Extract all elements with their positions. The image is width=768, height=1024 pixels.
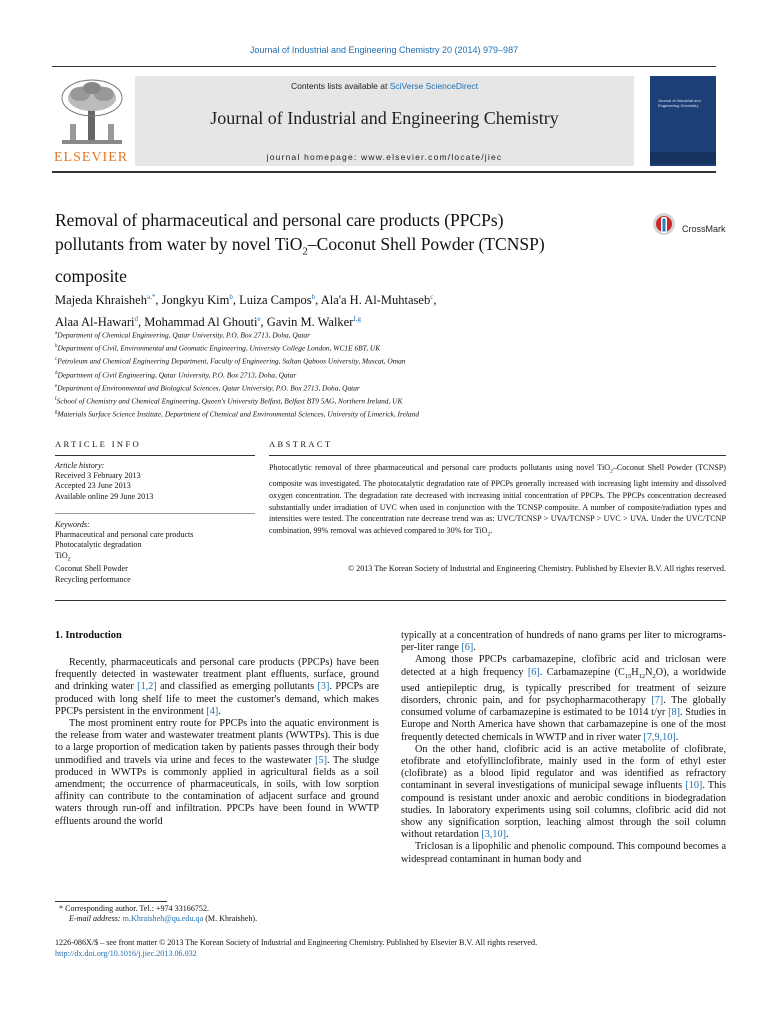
- keyword: Pharmaceutical and personal care products: [55, 530, 194, 540]
- keyword: Recycling performance: [55, 574, 131, 584]
- header-banner: [135, 76, 634, 166]
- formula-subscript: 15: [624, 672, 632, 680]
- affiliation-text: Department of Chemical Engineering, Qatar University, P.O. Box 2713, Doha, Qatar: [57, 330, 310, 340]
- section-heading-introduction: 1. Introduction: [55, 630, 122, 641]
- author-name: Majeda Khraisheh: [55, 293, 147, 308]
- paragraph: [55, 718, 379, 828]
- affiliation: [55, 341, 655, 354]
- body-text: Among those PPCPs carbamazepine, clofibric acid and triclosan were detected at a high frequency: [401, 654, 726, 678]
- paragraph: [401, 744, 726, 842]
- abstract-text: [269, 462, 726, 541]
- paragraph: Triclosan is a lipophilic and phenolic compound. This compound becomes a widespread contaminant in human body and: [401, 841, 726, 865]
- author-name: Gavin M. Walker: [266, 315, 354, 330]
- author-list: [55, 288, 615, 332]
- body-text: .: [473, 642, 476, 654]
- paragraph: [401, 630, 726, 654]
- online-date: Available online 29 June 2013: [55, 491, 154, 501]
- body-text: H: [631, 666, 639, 678]
- abstract-subscript: 2: [487, 531, 491, 538]
- body-text: N: [645, 666, 653, 678]
- affiliation: [55, 407, 655, 420]
- keyword-subscript: 2: [67, 556, 71, 563]
- citation-link[interactable]: [8]: [668, 707, 680, 719]
- abstract-text-part: –Coconut Shell Powder (TCNSP) composite was investigated. The photocatalytic degradation rate of PPCPs generally increased with increasing light intensity and dissolved oxygen concentration. The degradation rate decreased with increasing initial concentration of PPCPs. The PPCPs concentration decreased substantially under irradiation of UVC when used in conjunction with the TCNSP composite. A number of composite/radiation types and intensities were tested. The concentration rate decrease trend was as: UVC/TCNSP > UVA/TCNSP > UVC > UVA. Under the UVC/TCNP combination, 99% removal was achieved compared to 30% for TiO: [269, 463, 726, 536]
- body-text: The most prominent entry route for PPCPs into the aquatic environment is the release from water and wastewater treatment plants (WWTPs). This is due to a large proportion of medication taken by patients passes through their body unmodified and travels via urine and feces to the wastewater: [55, 718, 379, 766]
- cover-band: [650, 152, 716, 164]
- citation-link[interactable]: [3]: [317, 681, 330, 693]
- journal-reference[interactable]: Journal of Industrial and Engineering Chemistry 20 (2014) 979–987: [249, 45, 519, 55]
- affiliation: [55, 354, 655, 367]
- author-name: Mohammad Al Ghouti: [144, 315, 258, 330]
- keywords-label: Keywords:: [55, 520, 90, 529]
- doi-link[interactable]: http://dx.doi.org/10.1016/j.jiec.2013.06.032: [55, 949, 197, 958]
- journal-homepage[interactable]: journal homepage: www.elsevier.com/locate/jiec: [266, 152, 503, 162]
- body-text: On the other hand, clofibric acid is an active metabolite of clofibrate, etofibrate and etofyllinclofibrate, mainly used in the form of ethyl ester (clofibrate) as a blood lipid regulator and was identified as refractory contaminant in several investigations of municipal sewage influents: [401, 743, 726, 792]
- citation-link[interactable]: [4]: [206, 705, 219, 717]
- affiliation-text: Department of Civil Engineering, Qatar University, P.O. Box 2713, Doha, Qatar: [57, 369, 297, 379]
- article-info-heading: ARTICLE INFO: [55, 439, 142, 449]
- author-separator: ,: [155, 293, 162, 308]
- tree-icon: [52, 76, 132, 148]
- author-affiliation-marker[interactable]: b: [229, 293, 233, 301]
- title-line-1: Removal of pharmaceutical and personal care products (PPCPs): [55, 210, 504, 230]
- article-title: [55, 208, 645, 288]
- crossmark-label[interactable]: CrossMark: [682, 224, 726, 234]
- citation-link[interactable]: [5]: [315, 754, 327, 766]
- top-rule: [52, 66, 716, 67]
- affiliation-marker: g: [55, 410, 58, 416]
- citation-link[interactable]: [6]: [527, 666, 540, 678]
- author-affiliation-marker[interactable]: f,g: [353, 315, 361, 324]
- journal-cover: [650, 76, 716, 166]
- title-line-3: composite: [55, 265, 127, 286]
- affiliation: [55, 368, 655, 381]
- paragraph: [401, 654, 726, 743]
- author-name: Ala'a H. Al-Muhtaseb: [320, 293, 431, 308]
- abstract-subscript: 2: [610, 468, 613, 475]
- body-text: Recently, pharmaceuticals and personal care products (PPCPs) have been frequently detected in wastewater treatment plant effluents, surface, ground and drinking water: [55, 657, 379, 693]
- body-text: . Carbamazepine (C: [539, 666, 625, 678]
- abstract-text-part: Photocatlytic removal of three pharmaceutical and personal care products pollutants using novel TiO: [269, 463, 611, 472]
- title-line-2: [55, 232, 645, 264]
- paragraph: [55, 657, 379, 718]
- author-separator: ,: [232, 293, 240, 308]
- elsevier-tree-logo: [52, 76, 132, 166]
- journal-header: [52, 76, 716, 168]
- author-name: Jongkyu Kim: [161, 293, 230, 308]
- email-line: [55, 914, 385, 924]
- author-separator: ,: [260, 315, 267, 330]
- citation-link[interactable]: [1,2]: [137, 681, 157, 693]
- corresponding-author-footnote: [55, 904, 385, 925]
- affiliation-list: [55, 328, 655, 420]
- affiliation: [55, 394, 655, 407]
- abstract-bottom-rule: [55, 600, 726, 601]
- body-text: and classified as emerging pollutants: [156, 681, 318, 693]
- body-left-column: [55, 657, 379, 828]
- author-affiliation-marker[interactable]: e: [257, 315, 261, 324]
- cover-title: Journal of Industrial and Engineering Chemistry: [658, 98, 701, 108]
- author-separator: ,: [137, 315, 145, 330]
- article-history: [55, 461, 265, 502]
- author-name: Alaa Al-Hawari: [55, 315, 135, 330]
- author-affiliation-marker[interactable]: b: [311, 293, 316, 301]
- author-name: Luiza Campos: [239, 293, 312, 308]
- affiliation-text: School of Chemistry and Chemical Engineering, Queen's University Belfast, Belfast BT9 5AG, Northern Ireland, UK: [56, 396, 403, 406]
- affiliation-marker: b: [55, 344, 58, 350]
- abstract-rule: [269, 455, 726, 456]
- abstract-copyright: © 2013 The Korean Society of Industrial and Engineering Chemistry. Published by Elsevier B.V. All rights reserved.: [347, 564, 726, 573]
- affiliation-marker: d: [55, 370, 58, 376]
- author-affiliation-marker[interactable]: c: [430, 293, 434, 301]
- author-separator: ,: [433, 293, 437, 308]
- affiliation: [55, 381, 655, 394]
- body-text: . The sludge produced in WWTPs is commonly applied in agricultural fields as a soil amendment; the occurrence of pharmaceuticals, in soils, with low sorption affinity can contribute to the contamination of adjacent surface and ground waters through run-off and infiltration. PPCPs have been found in WWTP effluents around the world: [55, 754, 379, 827]
- formula-subscript: 12: [638, 672, 646, 680]
- body-text: . Studies in Europe and North America have shown that carbamazepine is one of the most frequently detected chemicals in WWTP and in river water: [401, 707, 726, 743]
- keyword-text: TiO: [55, 550, 68, 560]
- affiliation-marker: f: [55, 396, 57, 402]
- title-text: –Coconut Shell Powder (TCNSP): [307, 234, 545, 254]
- article-info-rule: [55, 455, 255, 456]
- accepted-date: Accepted 23 June 2013: [55, 481, 131, 491]
- email-owner: (M. Khraisheh).: [203, 914, 258, 924]
- affiliation: [55, 328, 655, 341]
- abstract-text-part: .: [490, 526, 493, 536]
- formula-subscript: 2: [652, 672, 656, 680]
- contents-line: [135, 81, 634, 91]
- page-footer: [55, 937, 715, 959]
- email-link[interactable]: m.Khraisheh@qu.edu.qa: [122, 914, 204, 924]
- publisher-name: ELSEVIER: [54, 150, 129, 165]
- keyword: [55, 551, 265, 565]
- sciencedirect-link[interactable]: SciVerse ScienceDirect: [389, 81, 479, 91]
- corresponding-line: * Corresponding author. Tel.: +974 33166752.: [55, 904, 210, 913]
- keyword: Photocatalytic degradation: [55, 540, 142, 550]
- header-rule: [52, 171, 716, 173]
- footnote-rule: [55, 901, 167, 902]
- body-text: . PPCPs are produced with long shelf life to meet the customer's demand, which makes PPCPs persistent in the environment: [55, 681, 379, 717]
- abstract-heading: ABSTRACT: [269, 439, 333, 449]
- affiliation-text: Department of Civil, Environmental and Geomatic Engineering, University College London, WC1E 6BT, UK: [57, 343, 381, 353]
- history-label: Article history:: [55, 461, 105, 470]
- keyword: Coconut Shell Powder: [55, 564, 128, 574]
- citation-link[interactable]: [10]: [685, 780, 703, 792]
- contents-prefix: Contents lists available at: [290, 81, 390, 91]
- author-separator: ,: [315, 293, 321, 308]
- body-text: . This compound is resistant under anoxic and aerobic conditions in biodegradation studies. In laboratory experiments using soil columns, clofibric acid did not show any signification sorption, leaching almost through the soil column without retardation: [401, 780, 727, 841]
- author-affiliation-marker[interactable]: a,*: [146, 293, 156, 301]
- body-text: . The globally consumed volume of carbamazepine is estimated to be 1014 t/yr: [401, 695, 726, 719]
- body-text: .: [675, 731, 679, 743]
- citation-link[interactable]: [6]: [461, 642, 474, 654]
- keywords-rule: [55, 513, 255, 514]
- journal-title: Journal of Industrial and Engineering Chemistry: [210, 108, 559, 128]
- crossmark-icon[interactable]: [652, 212, 676, 236]
- citation-link[interactable]: [7]: [651, 695, 664, 707]
- citation-link[interactable]: [3,10]: [481, 829, 506, 841]
- body-text: .: [218, 705, 221, 717]
- body-text: O), a worldwide used antiepileptic drug, is typically prescribed for treatment of seizure disorders, chronic pain, and for psychopharmacotherapy: [401, 666, 726, 707]
- affiliation-marker: e: [55, 383, 58, 389]
- title-text: pollutants from water by novel TiO: [55, 234, 303, 254]
- received-date: Received 3 February 2013: [55, 471, 141, 481]
- keywords: [55, 520, 265, 585]
- corresponding-text: Corresponding author. Tel.: +974 33166752.: [65, 904, 210, 913]
- citation-link[interactable]: [7,9,10]: [643, 731, 676, 743]
- body-right-column: [401, 630, 726, 866]
- body-text: typically at a concentration of hundreds of nano grams per liter to micrograms-per-liter range: [401, 630, 726, 654]
- affiliation-marker: c: [55, 357, 58, 363]
- body-text: .: [505, 829, 509, 841]
- title-subscript: 2: [302, 245, 308, 258]
- affiliation-text: Petroleum and Chemical Engineering Department, Faculty of Engineering, Sultan Qaboos University, Muscat, Oman: [57, 356, 406, 366]
- author-affiliation-marker[interactable]: d: [134, 315, 138, 324]
- affiliation-text: Department of Environmental and Biological Sciences, Qatar University, P.O. Box 2713, Doha, Qatar: [57, 383, 360, 393]
- email-label: E-mail address:: [69, 914, 123, 924]
- affiliation-text: Materials Surface Science Institute, Department of Chemical and Environmental Sciences, University of Limerick, Ireland: [57, 409, 420, 419]
- affiliation-marker: a: [55, 331, 58, 336]
- issn-line: 1226-086X/$ – see front matter © 2013 The Korean Society of Industrial and Engineering Chemistry. Published by Elsevier B.V. All rights reserved.: [55, 938, 538, 947]
